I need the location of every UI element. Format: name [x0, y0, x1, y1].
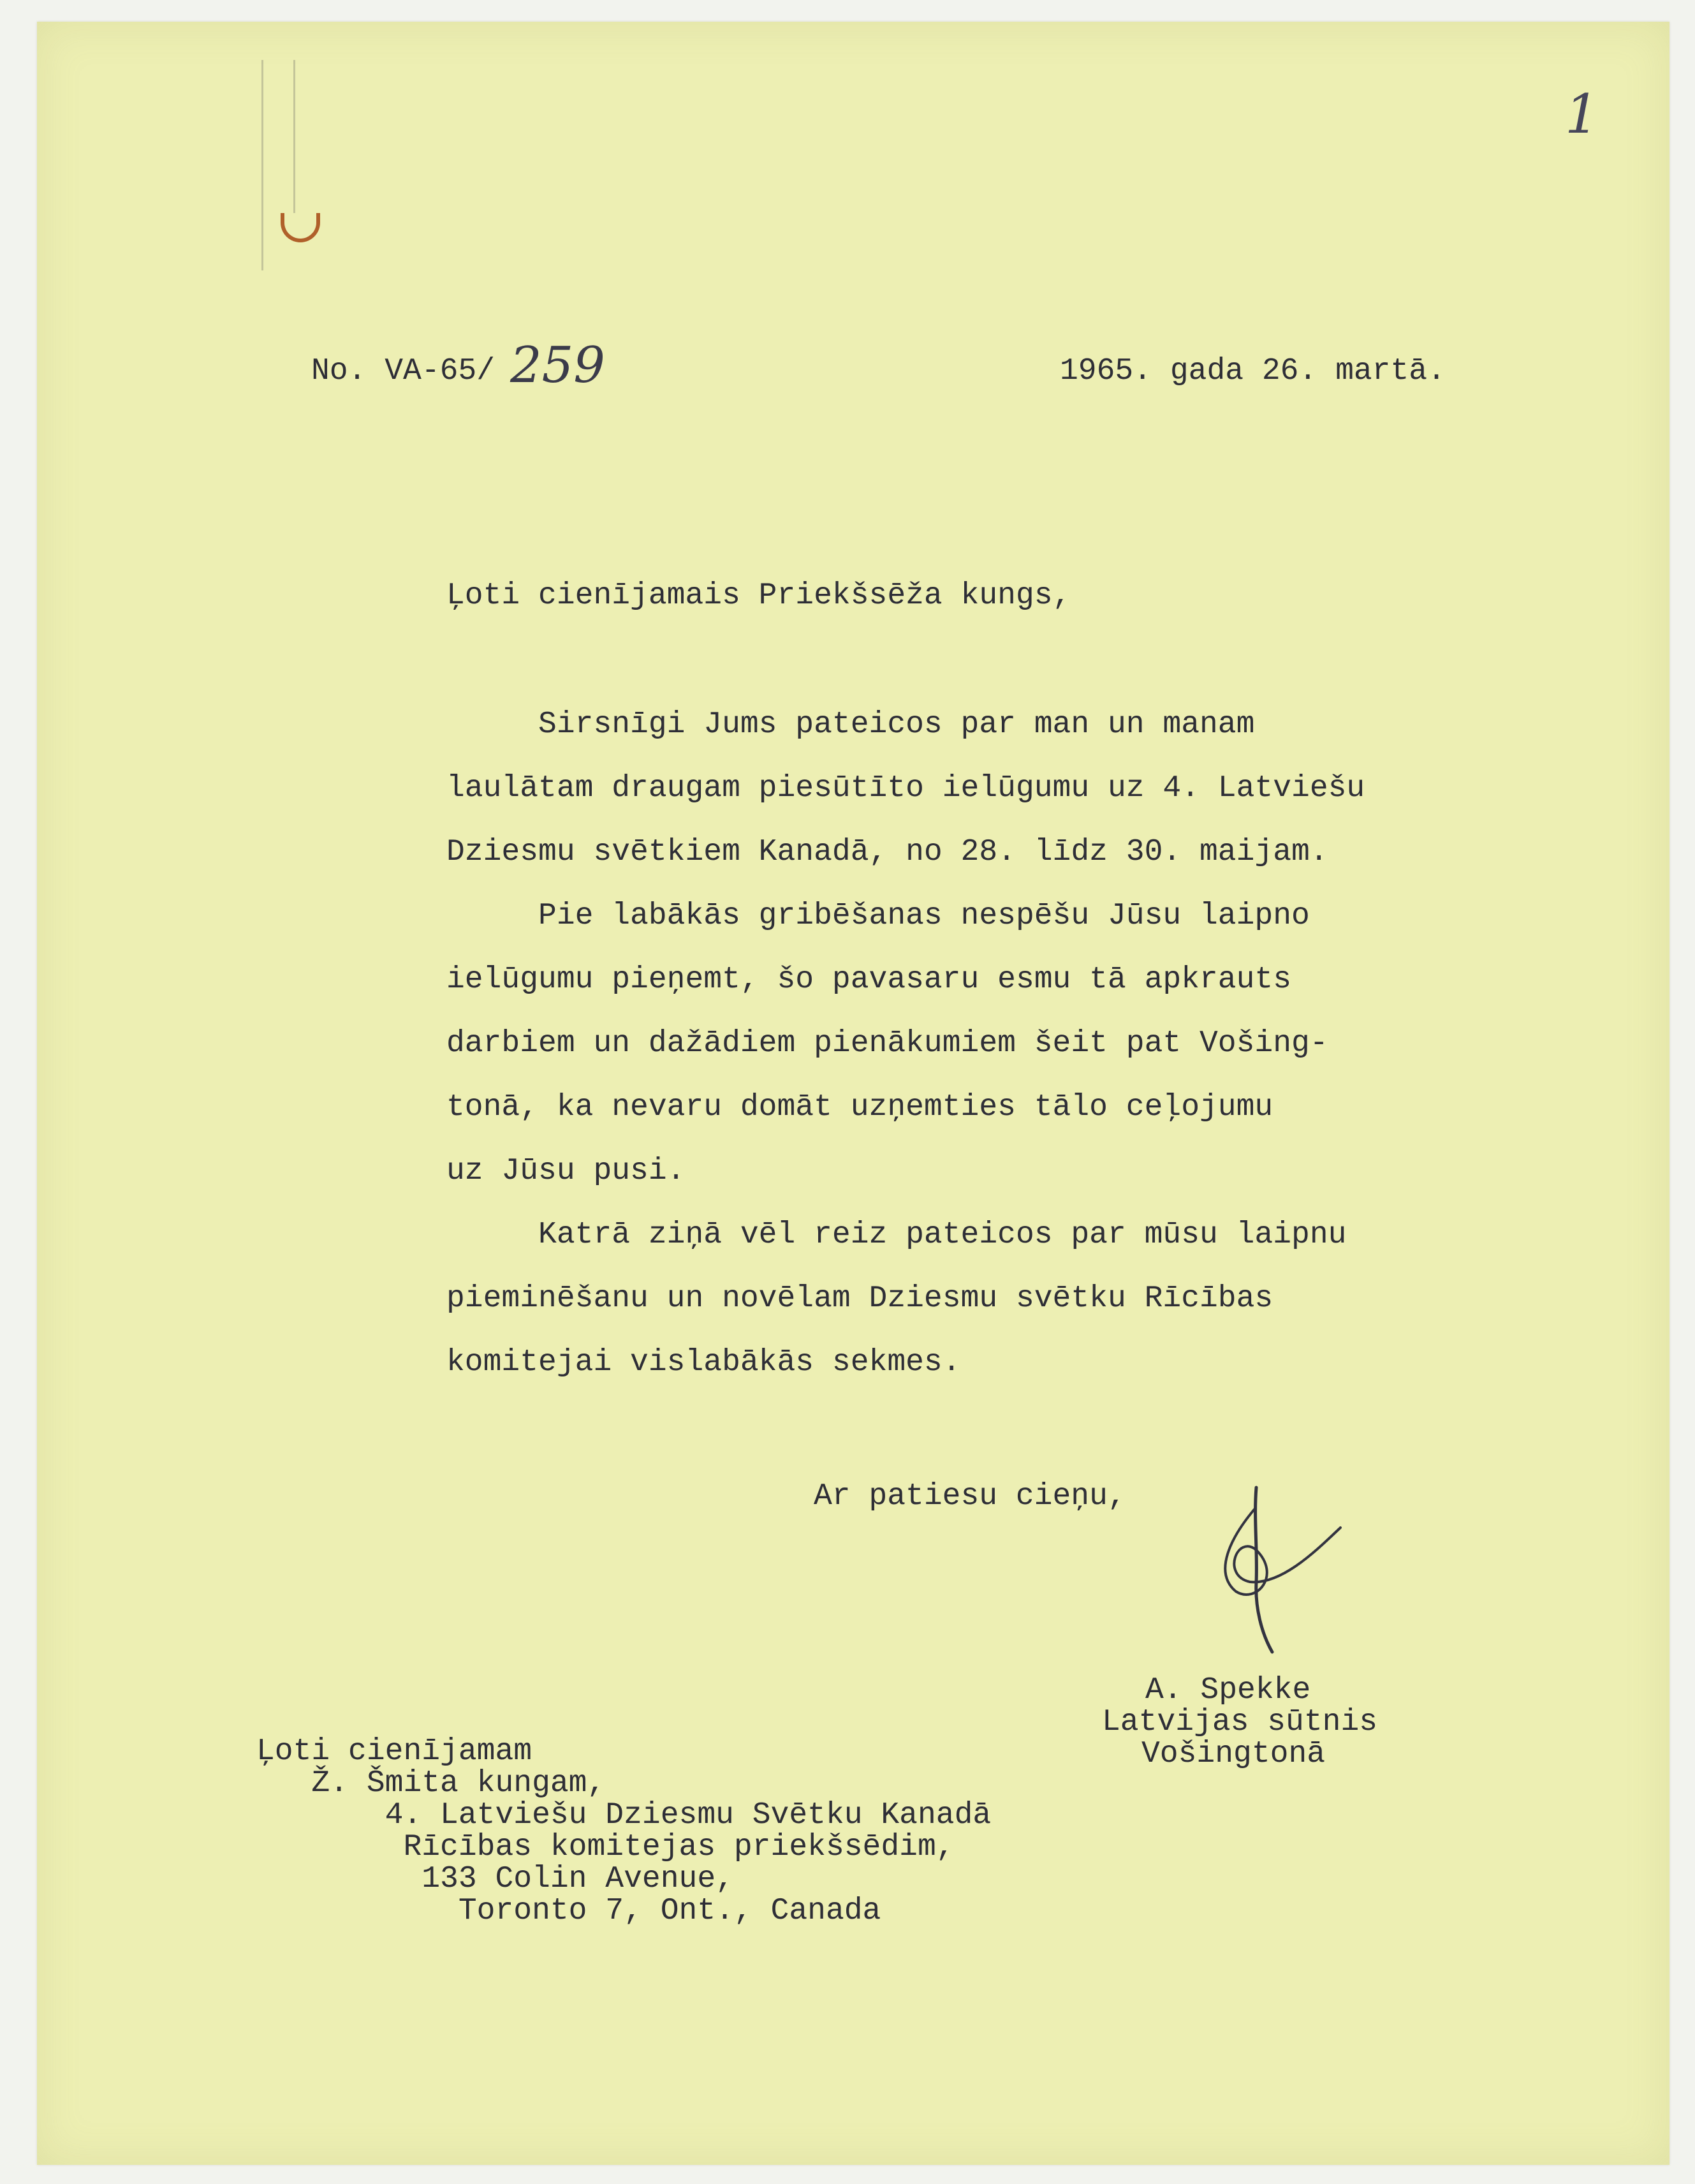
staple-rust-mark — [281, 213, 320, 242]
pencil-mark — [293, 60, 295, 213]
reference-number-handwritten: 259 — [510, 337, 605, 394]
signer-title: Latvijas sūtnis — [1102, 1705, 1378, 1739]
address-line: Toronto 7, Ont., Canada — [256, 1894, 881, 1928]
body-line: Dziesmu svētkiem Kanadā, no 28. līdz 30. maijam. — [446, 835, 1328, 869]
address-line: Ž. Šmita kungam, — [256, 1766, 606, 1801]
body-line: pieminēšanu un novēlam Dziesmu svētku Rīcības — [446, 1281, 1273, 1316]
address-line: 4. Latviešu Dziesmu Svētku Kanadā — [256, 1798, 992, 1833]
closing: Ar patiesu cieņu, — [814, 1479, 1126, 1514]
letter-date: 1965. gada 26. martā. — [1060, 354, 1446, 388]
signer-place: Vošingtonā — [1141, 1737, 1326, 1771]
pencil-mark — [261, 60, 263, 270]
address-line: Rīcības komitejas priekšsēdim, — [256, 1830, 955, 1864]
signer-name: A. Spekke — [1145, 1673, 1311, 1708]
salutation: Ļoti cienījamais Priekšsēža kungs, — [446, 579, 1071, 613]
page-number: 1 — [1565, 83, 1599, 145]
body-line: komitejai vislabākās sekmes. — [446, 1345, 961, 1380]
handwritten-signature — [1161, 1480, 1352, 1671]
body-line: Katrā ziņā vēl reiz pateicos par mūsu laipnu — [446, 1218, 1347, 1252]
body-line: laulātam draugam piesūtīto ielūgumu uz 4. Latviešu — [446, 771, 1365, 806]
body-line: uz Jūsu pusi. — [446, 1154, 686, 1188]
reference-number: No. VA-65/ — [311, 354, 495, 388]
body-line: Pie labākās gribēšanas nespēšu Jūsu laipno — [446, 899, 1310, 933]
address-line: Ļoti cienījamam — [256, 1734, 532, 1769]
body-line: darbiem un dažādiem pienākumiem šeit pat Vošing- — [446, 1026, 1328, 1061]
body-line: ielūgumu pieņemt, šo pavasaru esmu tā apkrauts — [446, 963, 1292, 997]
body-line: Sirsnīgi Jums pateicos par man un manam — [446, 707, 1255, 742]
address-line: 133 Colin Avenue, — [256, 1862, 734, 1896]
body-line: tonā, ka nevaru domāt uzņemties tālo ceļojumu — [446, 1090, 1273, 1125]
